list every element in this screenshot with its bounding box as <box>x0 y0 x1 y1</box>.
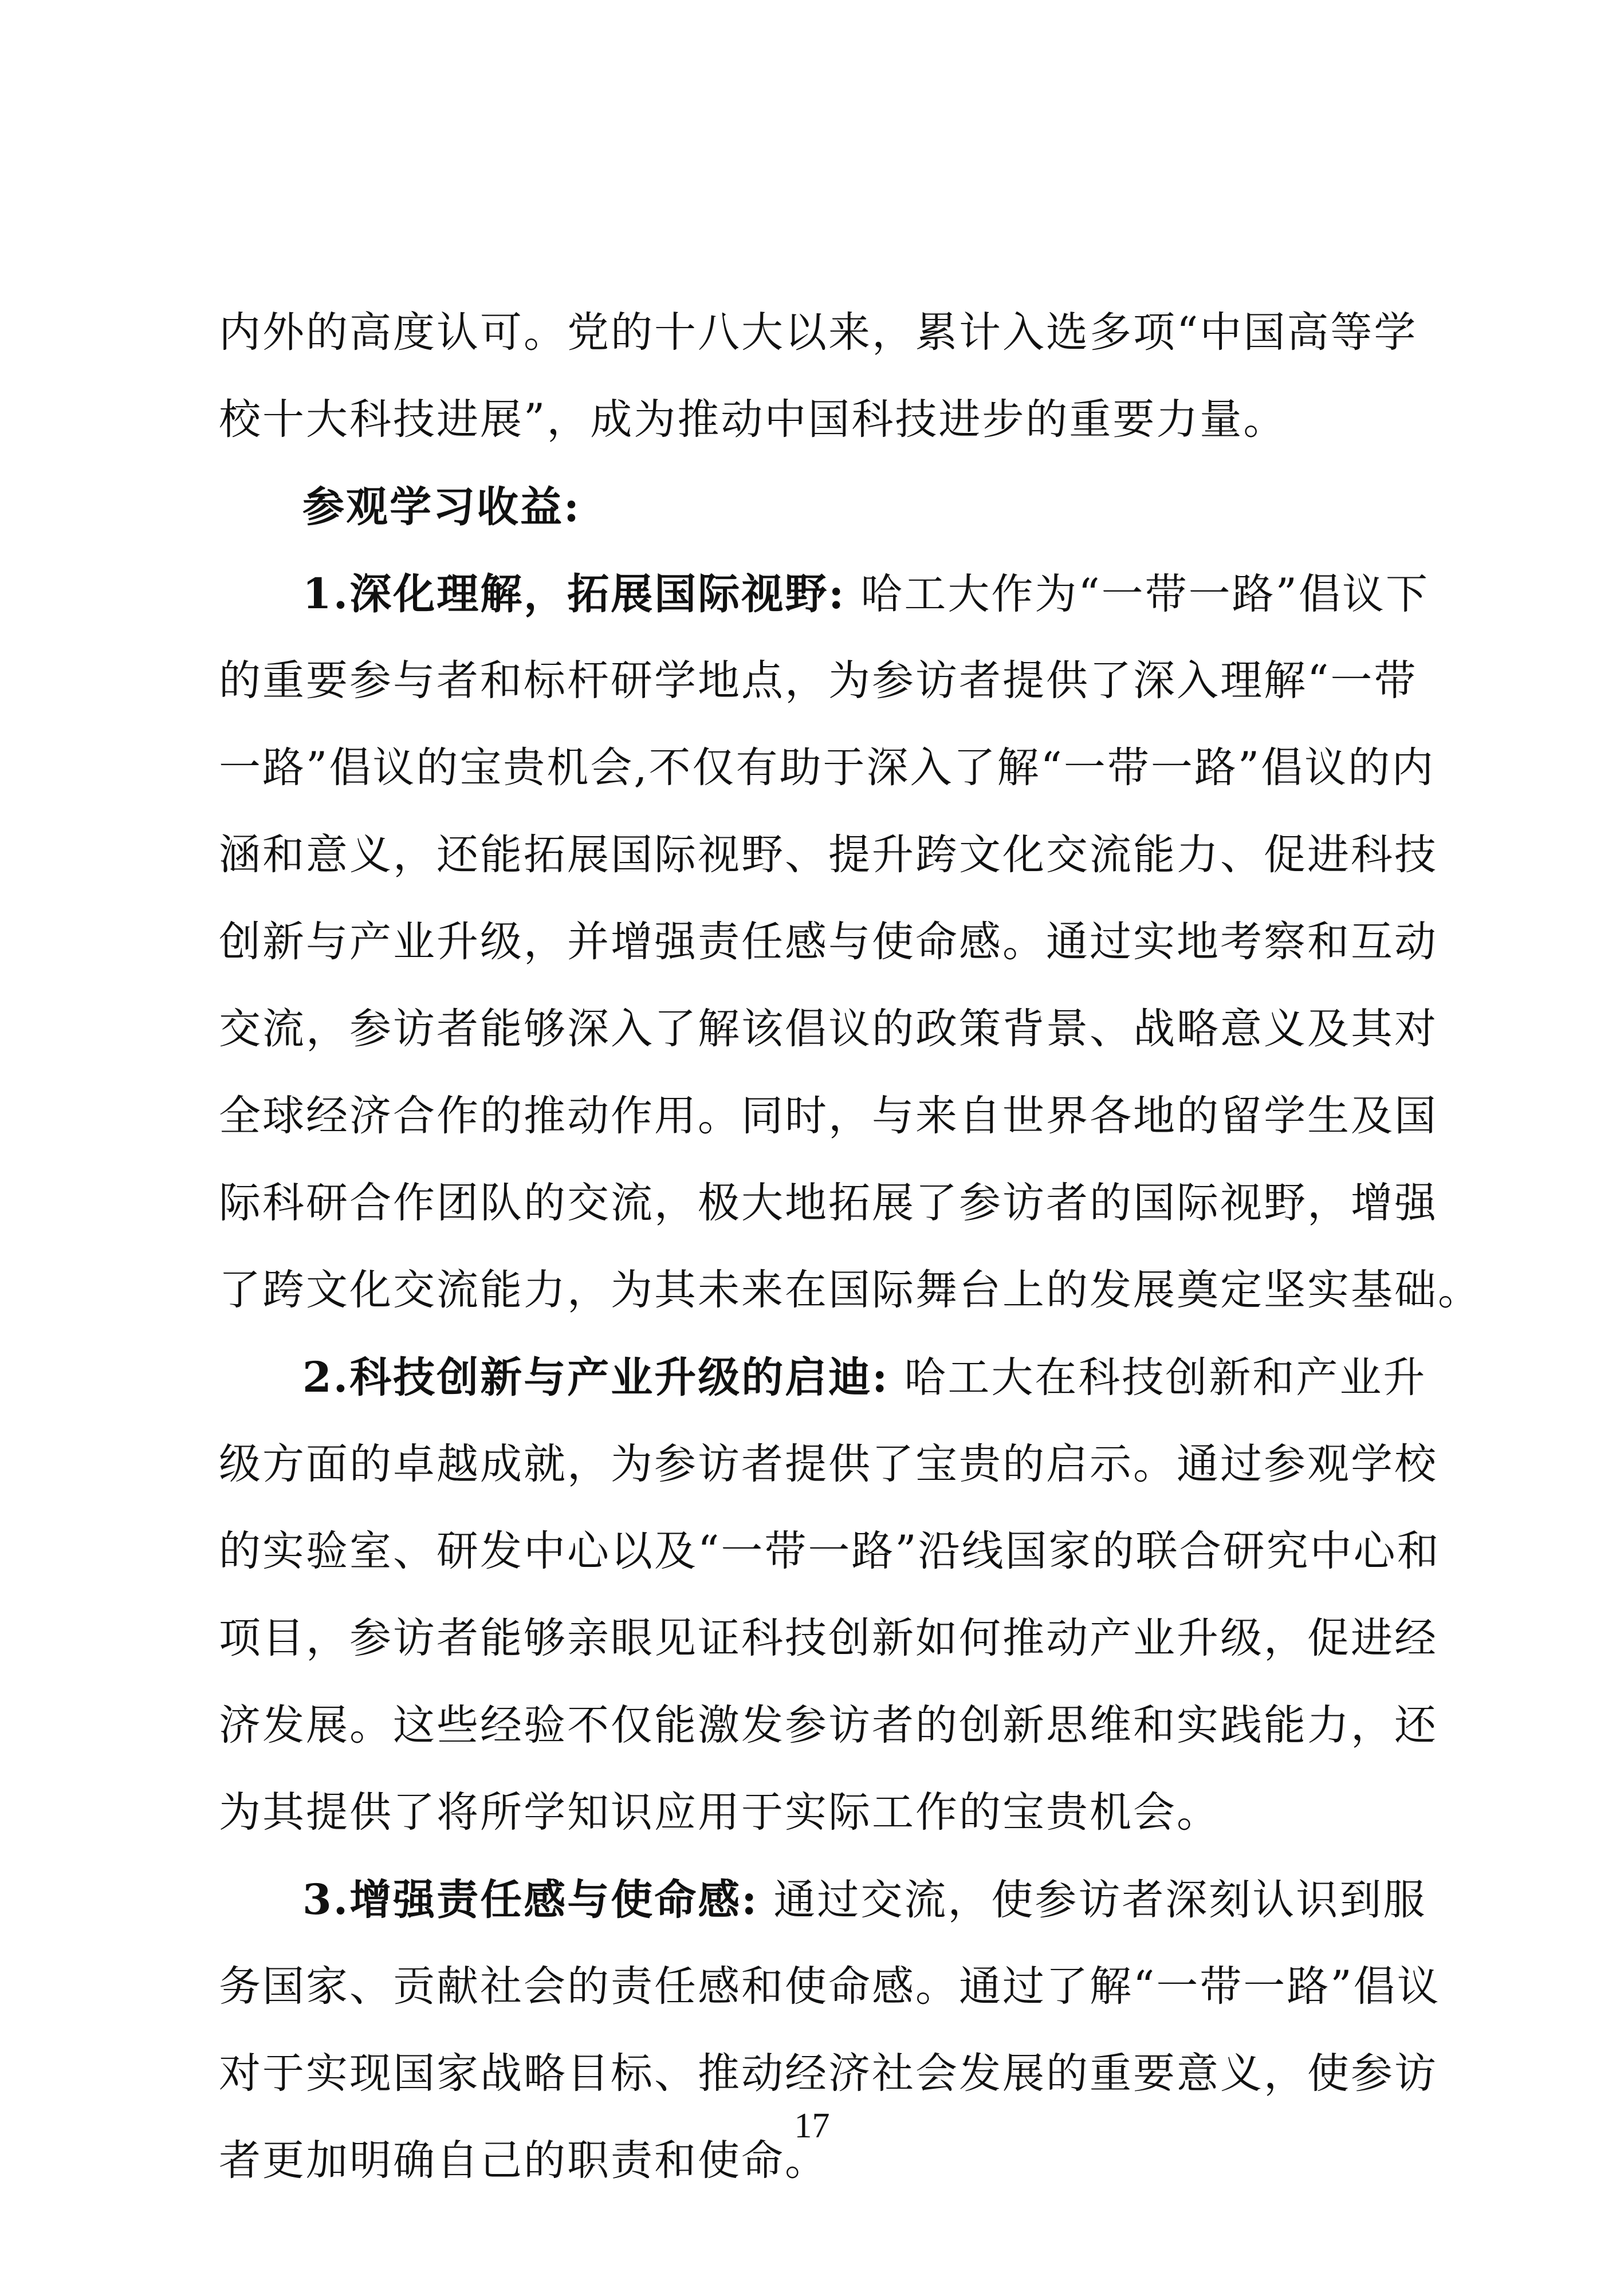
section-heading: 参观学习收益: <box>302 482 581 531</box>
item3-line: 者更加明确自己的职责和使命。 <box>219 2136 828 2185</box>
body-text <box>219 289 1481 2204</box>
item3-line: 务国家、贡献社会的责任感和使命感。通过了解“一带一路”倡议 <box>219 1962 1441 2011</box>
item2-line: 为其提供了将所学知识应用于实际工作的宝贵机会。 <box>219 1788 1220 1837</box>
item1-line: 际科研合作团队的交流，极大地拓展了参访者的国际视野，增强 <box>219 1179 1438 1227</box>
item3-first-line <box>219 1856 1427 1943</box>
item2-first-line <box>219 1334 1427 1421</box>
item2-line: 项目，参访者能够亲眼见证科技创新如何推动产业升级，促进经 <box>219 1614 1438 1663</box>
item2-first-line-text: 哈工大在科技创新和产业升 <box>889 1353 1427 1402</box>
item1-line: 交流，参访者能够深入了解该倡议的政策背景、战略意义及其对 <box>219 1005 1438 1053</box>
item2-line: 级方面的卓越成就，为参访者提供了宝贵的启示。通过参观学校 <box>219 1440 1438 1488</box>
item1-line: 全球经济合作的推动作用。同时，与来自世界各地的留学生及国 <box>219 1092 1438 1140</box>
item3-heading: 3.增强责任感与使命感: <box>302 1875 759 1924</box>
item1-line: 了跨文化交流能力，为其未来在国际舞台上的发展奠定坚实基础。 <box>219 1266 1481 1314</box>
item1-heading: 1.深化理解，拓展国际视野: <box>302 569 846 619</box>
item2-line: 的实验室、研发中心以及“一带一路”沿线国家的联合研究中心和 <box>219 1527 1441 1576</box>
intro-line: 内外的高度认可。党的十八大以来，累计入选多项“中国高等学 <box>219 308 1418 357</box>
item3-line: 对于实现国家战略目标、推动经济社会发展的重要意义，使参访 <box>219 2049 1438 2098</box>
page-number: 17 <box>794 2106 830 2145</box>
item1-line: 创新与产业升级，并增强责任感与使命感。通过实地考察和互动 <box>219 917 1438 966</box>
item1-first-line <box>219 550 1429 637</box>
item3-first-line-text: 通过交流，使参访者深刻认识到服 <box>758 1876 1427 1924</box>
item1-line: 的重要参与者和标杆研学地点，为参访者提供了深入理解“一带 <box>219 656 1418 705</box>
item1-first-line-text: 哈工大作为“一带一路”倡议下 <box>846 570 1429 619</box>
item1-line: 涵和意义，还能拓展国际视野、提升跨文化交流能力、促进科技 <box>219 830 1438 879</box>
item2-line: 济发展。这些经验不仅能激发参访者的创新思维和实践能力，还 <box>219 1701 1438 1750</box>
item1-line: 一路”倡议的宝贵机会,不仅有助于深入了解“一带一路”倡议的内 <box>219 743 1436 792</box>
item2-heading: 2.科技创新与产业升级的启迪: <box>302 1353 890 1402</box>
intro-line: 校十大科技进展”，成为推动中国科技进步的重要力量。 <box>219 395 1287 444</box>
